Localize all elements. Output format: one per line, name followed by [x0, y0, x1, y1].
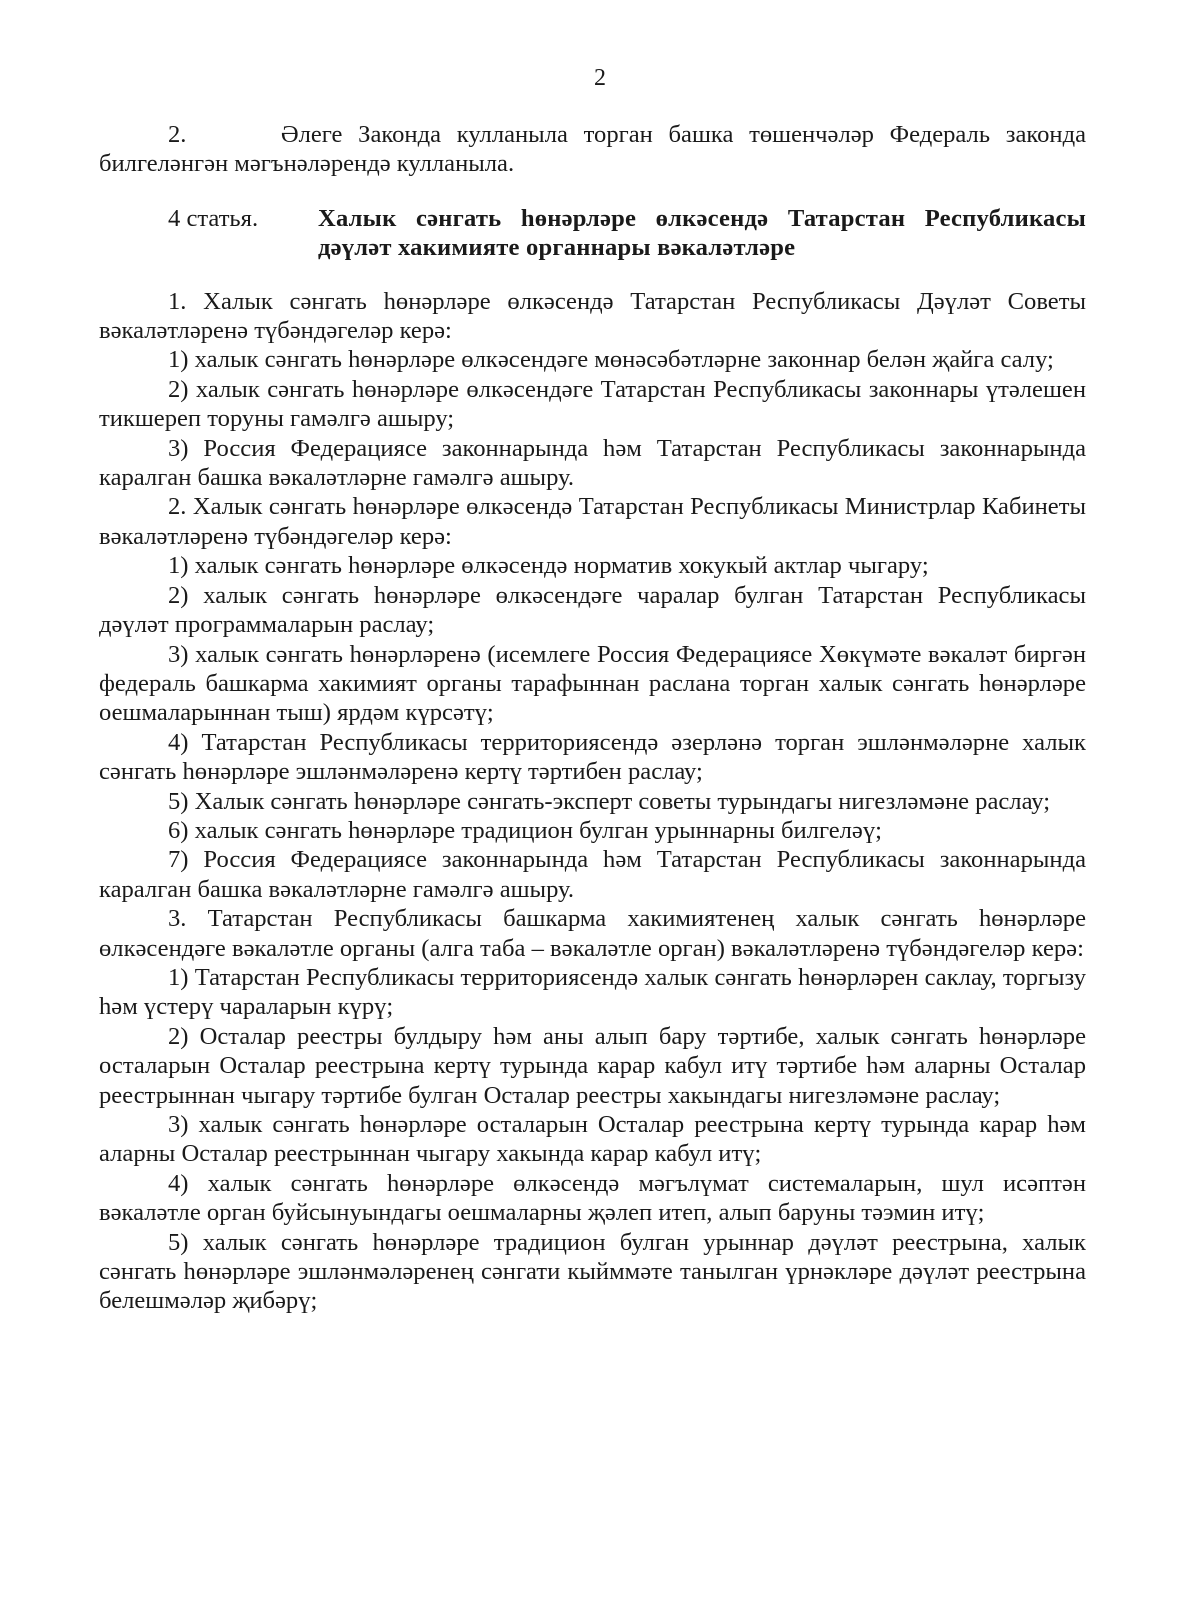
paragraph: 2. Халык сәнгать һөнәрләре өлкәсендә Татарстан Республикасы Министрлар Кабинеты вәкаләтләренә түбәндәгеләр керә: — [99, 493, 1086, 550]
paragraph: 1) Татарстан Республикасы территориясендә халык сәнгать һөнәрләрен саклау, торгызу һәм үстерү чараларын күрү; — [99, 963, 1086, 1021]
spacer — [99, 263, 1086, 287]
paragraph: 2) Осталар реестры булдыру һәм аны алып бару тәртибе, халык сәнгать һөнәрләре осталарын Осталар реестрына кертү турында карар кабул итү тәртибе һәм аларны Осталар реестрыннан чыгару тәртибе булган Осталар реестры хакындагы нигезләмәне раслау; — [99, 1022, 1086, 1109]
paragraph: 6) халык сәнгать һөнәрләре традицион булган урыннарны билгеләү; — [168, 816, 882, 844]
paragraph: 7) Россия Федерациясе законнарында һәм Татарстан Республикасы законнарында каралган башка вәкаләтләрне гамәлгә ашыру. — [99, 846, 1086, 903]
paragraph: 3) халык сәнгать һөнәрләренә (исемлеге Россия Федерациясе Хөкүмәте вәкаләт биргән федераль башкарма хакимият органы тарафыннан раслана торган халык сәнгать һөнәрләре оешмаларыннан тыш) ярдәм күрсәтү; — [99, 640, 1086, 727]
paragraph: 2) халык сәнгать һөнәрләре өлкәсендәге чаралар булган Татарстан Республикасы дәүләт программаларын раслау; — [99, 581, 1086, 639]
document-body — [99, 120, 1086, 1316]
article-title: Халык сәнгать һөнәрләре өлкәсендә Татарстан Республикасы дәүләт хакимияте органнары вәкаләтләре — [318, 204, 1086, 262]
article-number: 4 статья. — [168, 204, 259, 232]
paragraph: 4) халык сәнгать һөнәрләре өлкәсендә мәгълүмат системаларын, шул исәптән вәкаләтле орган буйсынуындагы оешмаларны җәлеп итеп, алып баруны тәэмин итү; — [99, 1169, 1086, 1227]
paragraph: 1) халык сәнгать һөнәрләре өлкәсендәге мөнәсәбәтләрне законнар белән җайга салу; — [168, 346, 1054, 374]
paragraph: 1) халык сәнгать һөнәрләре өлкәсендә норматив хокукый актлар чыгару; — [168, 552, 929, 580]
paragraph: 3) халык сәнгать һөнәрләре осталарын Осталар реестрына кертү турында карар һәм аларны Осталар реестрыннан чыгару хакында карар кабул итү; — [99, 1111, 1086, 1168]
article-heading — [99, 204, 1086, 263]
page-number: 2 — [594, 65, 606, 91]
paragraph: 3. Татарстан Республикасы башкарма хакимиятенең халык сәнгать һөнәрләре өлкәсендәге вәкаләтле органы (алга таба – вәкаләтле орган) вәкаләтләренә түбәндәгеләр керә: — [99, 905, 1086, 962]
paragraph: 4) Татарстан Республикасы территориясендә әзерләнә торган эшләнмәләрне халык сәнгать һөнәрләре эшләнмәләренә кертү тәртибен раслау; — [99, 728, 1086, 786]
paragraph: 3) Россия Федерациясе законнарында һәм Татарстан Республикасы законнарында каралган башка вәкаләтләрне гамәлгә ашыру. — [99, 434, 1086, 492]
paragraph: 2) халык сәнгать һөнәрләре өлкәсендәге Татарстан Республикасы законнары үтәлешен тикшереп торуны гамәлгә ашыру; — [99, 375, 1086, 433]
intro-paragraph: 2. Әлеге Законда кулланыла торган башка төшенчәләр Федераль законда билгеләнгән мәгънәләрендә кулланыла. — [99, 121, 1086, 178]
spacer — [99, 179, 1086, 204]
paragraph: 5) Халык сәнгать һөнәрләре сәнгать-эксперт советы турындагы нигезләмәне раслау; — [168, 787, 1051, 815]
paragraph: 5) халык сәнгать һөнәрләре традицион булган урыннар дәүләт реестрына, халык сәнгать һөнәрләре эшләнмәләренең сәнгати кыйммәте танылган үрнәкләре дәүләт реестрына белешмәләр җибәрү; — [99, 1228, 1086, 1315]
paragraph: 1. Халык сәнгать һөнәрләре өлкәсендә Татарстан Республикасы Дәүләт Советы вәкаләтләренә түбәндәгеләр керә: — [99, 287, 1086, 345]
